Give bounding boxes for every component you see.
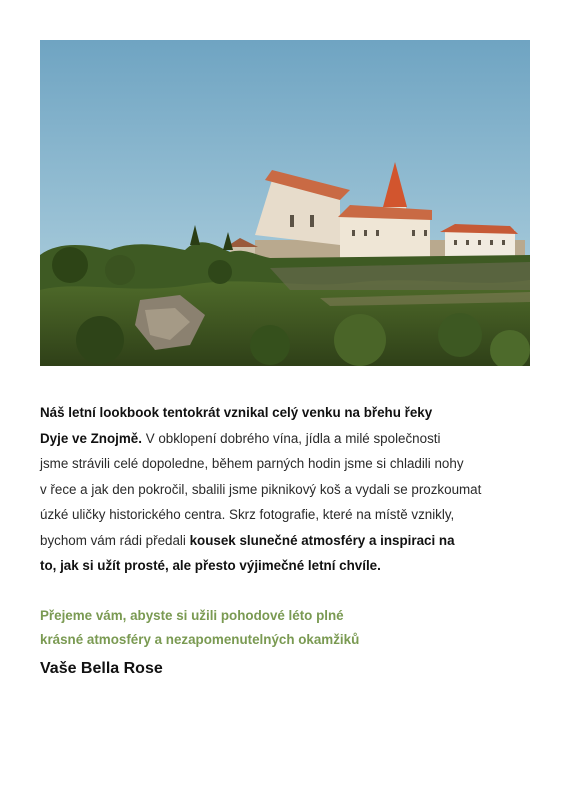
body-line-2-bold: Dyje ve Znojmě.: [40, 430, 142, 446]
castle-photo: [40, 40, 530, 366]
body-line-3: jsme strávili celé dopoledne, během parných hodin jsme si chladili nohy: [40, 456, 464, 471]
body-paragraph: [40, 400, 530, 579]
greeting: [40, 604, 530, 652]
body-line-6-bold: kousek slunečné atmosféry a inspiraci na: [189, 532, 455, 548]
greeting-line-2: krásné atmosféry a nezapomenutelných okamžiků: [40, 632, 360, 647]
body-line-5: úzké uličky historického centra. Skrz fotografie, které na místě vznikly,: [40, 507, 455, 522]
greeting-line-1: Přejeme vám, abyste si užili pohodové léto plné: [40, 608, 344, 623]
body-line-4: v řece a jak den pokročil, sbalili jsme piknikový koš a vydali se prozkoumat: [40, 481, 482, 497]
signature: Vaše Bella Rose: [40, 660, 163, 677]
body-line-7-bold: to, jak si užít prosté, ale přesto výjimečné letní chvíle.: [40, 558, 381, 573]
body-line-2: [40, 426, 530, 452]
body-line-1-bold: Náš letní lookbook tentokrát vznikal celý venku na břehu řeky: [40, 405, 433, 420]
body-line-6: [40, 528, 530, 554]
body-line-7: [40, 553, 530, 579]
castle-photo-illustration: [40, 40, 530, 366]
body-line-2-rest: V obklopení dobrého vína, jídla a milé společnosti: [141, 430, 441, 446]
body-line-1: [40, 400, 530, 426]
body-line-6-start: bychom vám rádi předali: [40, 532, 190, 548]
